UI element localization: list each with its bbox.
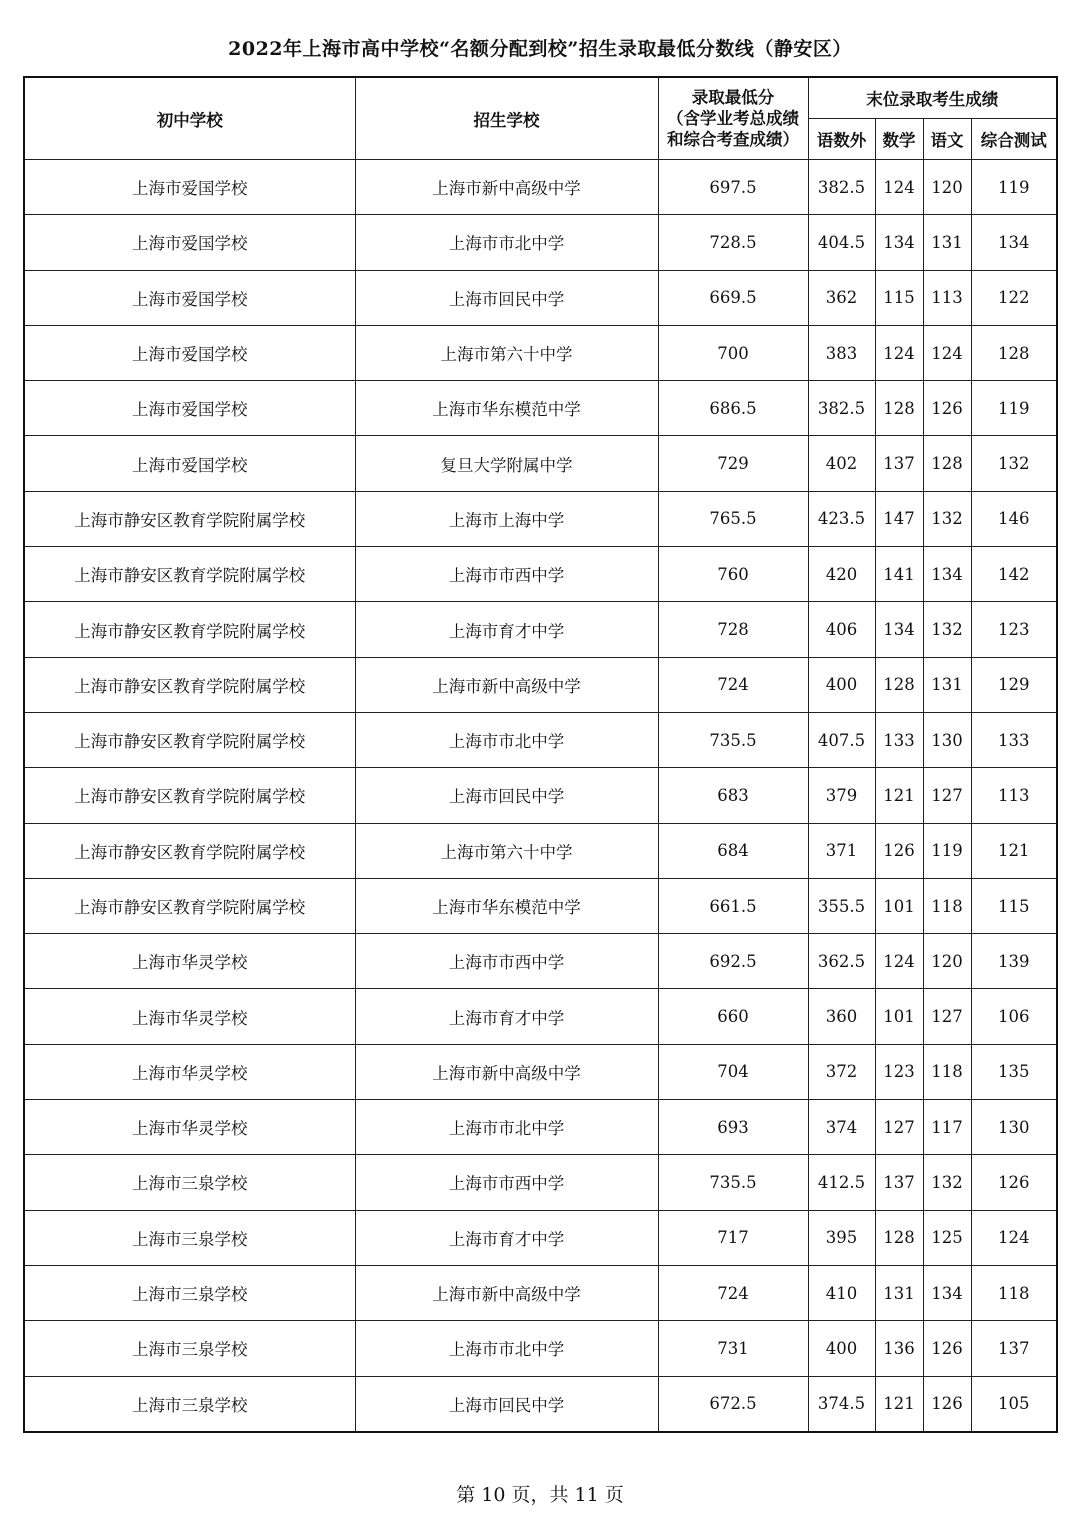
cell-junior-school: 上海市三泉学校 xyxy=(24,1210,355,1265)
cell-comprehensive: 146 xyxy=(971,491,1057,546)
cell-enroll-school: 上海市华东模范中学 xyxy=(355,381,658,436)
cell-chinese: 134 xyxy=(923,547,971,602)
cell-junior-school: 上海市静安区教育学院附属学校 xyxy=(24,712,355,767)
cell-comprehensive: 119 xyxy=(971,381,1057,436)
cell-chinese: 132 xyxy=(923,1155,971,1210)
cell-min-score: 669.5 xyxy=(658,270,808,325)
cell-chinese: 118 xyxy=(923,1044,971,1099)
table-row xyxy=(24,1265,1057,1320)
cell-chinese: 126 xyxy=(923,381,971,436)
cell-math: 128 xyxy=(875,381,923,436)
cell-min-score: 660 xyxy=(658,989,808,1044)
table-row xyxy=(24,712,1057,767)
cell-chinese: 131 xyxy=(923,215,971,270)
cell-comprehensive: 135 xyxy=(971,1044,1057,1099)
cell-enroll-school: 上海市回民中学 xyxy=(355,1376,658,1432)
cell-junior-school: 上海市华灵学校 xyxy=(24,1044,355,1099)
cell-min-score: 724 xyxy=(658,1265,808,1320)
cell-math: 147 xyxy=(875,491,923,546)
cell-junior-school: 上海市爱国学校 xyxy=(24,215,355,270)
cell-yushuwai: 410 xyxy=(808,1265,875,1320)
cell-comprehensive: 130 xyxy=(971,1100,1057,1155)
cell-chinese: 134 xyxy=(923,1265,971,1320)
cell-comprehensive: 142 xyxy=(971,547,1057,602)
cell-min-score: 731 xyxy=(658,1321,808,1376)
cell-comprehensive: 119 xyxy=(971,160,1057,215)
cell-math: 136 xyxy=(875,1321,923,1376)
cell-enroll-school: 上海市育才中学 xyxy=(355,1210,658,1265)
cell-comprehensive: 139 xyxy=(971,934,1057,989)
page-footer: 第 10 页，共 11 页 xyxy=(456,1484,624,1506)
cell-min-score: 700 xyxy=(658,325,808,380)
cell-yushuwai: 400 xyxy=(808,657,875,712)
table-row xyxy=(24,325,1057,380)
cell-enroll-school: 上海市育才中学 xyxy=(355,989,658,1044)
table-row xyxy=(24,491,1057,546)
cell-chinese: 113 xyxy=(923,270,971,325)
cell-yushuwai: 402 xyxy=(808,436,875,491)
cell-min-score: 728 xyxy=(658,602,808,657)
cell-min-score: 692.5 xyxy=(658,934,808,989)
table-row xyxy=(24,823,1057,878)
cell-chinese: 120 xyxy=(923,934,971,989)
cell-math: 128 xyxy=(875,1210,923,1265)
cell-yushuwai: 362.5 xyxy=(808,934,875,989)
cell-chinese: 127 xyxy=(923,989,971,1044)
header-min-score-line2: （含学业考总成绩 xyxy=(667,109,799,128)
table-row xyxy=(24,1376,1057,1432)
cell-comprehensive: 137 xyxy=(971,1321,1057,1376)
cell-chinese: 120 xyxy=(923,160,971,215)
cell-chinese: 126 xyxy=(923,1321,971,1376)
cell-chinese: 132 xyxy=(923,491,971,546)
cell-min-score: 697.5 xyxy=(658,160,808,215)
cell-yushuwai: 395 xyxy=(808,1210,875,1265)
header-yushuwai: 语数外 xyxy=(808,119,875,160)
cell-yushuwai: 406 xyxy=(808,602,875,657)
cell-enroll-school: 上海市上海中学 xyxy=(355,491,658,546)
cell-enroll-school: 上海市新中高级中学 xyxy=(355,1044,658,1099)
cell-math: 101 xyxy=(875,878,923,933)
cell-junior-school: 上海市静安区教育学院附属学校 xyxy=(24,491,355,546)
cell-chinese: 131 xyxy=(923,657,971,712)
table-row xyxy=(24,878,1057,933)
cell-min-score: 686.5 xyxy=(658,381,808,436)
cell-math: 128 xyxy=(875,657,923,712)
table-row xyxy=(24,160,1057,215)
cell-math: 134 xyxy=(875,602,923,657)
cell-math: 124 xyxy=(875,934,923,989)
cell-math: 126 xyxy=(875,823,923,878)
table-row xyxy=(24,602,1057,657)
cell-junior-school: 上海市华灵学校 xyxy=(24,934,355,989)
cell-junior-school: 上海市静安区教育学院附属学校 xyxy=(24,878,355,933)
cell-comprehensive: 115 xyxy=(971,878,1057,933)
cell-yushuwai: 360 xyxy=(808,989,875,1044)
cell-enroll-school: 上海市回民中学 xyxy=(355,768,658,823)
cell-enroll-school: 上海市市北中学 xyxy=(355,215,658,270)
cell-enroll-school: 上海市华东模范中学 xyxy=(355,878,658,933)
cell-yushuwai: 382.5 xyxy=(808,160,875,215)
page-title: 2022年上海市高中学校“名额分配到校”招生录取最低分数线（静安区） xyxy=(228,38,852,60)
cell-yushuwai: 404.5 xyxy=(808,215,875,270)
cell-comprehensive: 129 xyxy=(971,657,1057,712)
table-row xyxy=(24,381,1057,436)
cell-math: 115 xyxy=(875,270,923,325)
cell-enroll-school: 上海市第六十中学 xyxy=(355,823,658,878)
cell-junior-school: 上海市静安区教育学院附属学校 xyxy=(24,823,355,878)
cell-yushuwai: 412.5 xyxy=(808,1155,875,1210)
cell-yushuwai: 362 xyxy=(808,270,875,325)
header-math: 数学 xyxy=(875,119,923,160)
cell-chinese: 128 xyxy=(923,436,971,491)
cell-junior-school: 上海市静安区教育学院附属学校 xyxy=(24,657,355,712)
cell-yushuwai: 374 xyxy=(808,1100,875,1155)
cell-math: 124 xyxy=(875,325,923,380)
table-row xyxy=(24,934,1057,989)
cell-enroll-school: 上海市新中高级中学 xyxy=(355,160,658,215)
cell-junior-school: 上海市静安区教育学院附属学校 xyxy=(24,602,355,657)
cell-chinese: 119 xyxy=(923,823,971,878)
cell-enroll-school: 上海市育才中学 xyxy=(355,602,658,657)
table-row xyxy=(24,215,1057,270)
table-row xyxy=(24,1100,1057,1155)
cell-math: 131 xyxy=(875,1265,923,1320)
cell-comprehensive: 133 xyxy=(971,712,1057,767)
cell-junior-school: 上海市爱国学校 xyxy=(24,270,355,325)
cell-min-score: 704 xyxy=(658,1044,808,1099)
cell-yushuwai: 420 xyxy=(808,547,875,602)
cell-yushuwai: 379 xyxy=(808,768,875,823)
cell-junior-school: 上海市三泉学校 xyxy=(24,1155,355,1210)
header-comprehensive: 综合测试 xyxy=(971,119,1057,160)
cell-min-score: 760 xyxy=(658,547,808,602)
cell-enroll-school: 上海市市北中学 xyxy=(355,1100,658,1155)
cell-yushuwai: 372 xyxy=(808,1044,875,1099)
table-row xyxy=(24,657,1057,712)
cell-junior-school: 上海市华灵学校 xyxy=(24,989,355,1044)
cell-junior-school: 上海市爱国学校 xyxy=(24,160,355,215)
cell-enroll-school: 上海市市西中学 xyxy=(355,547,658,602)
score-table xyxy=(23,76,1058,1433)
header-min-score-line3: 和综合考查成绩） xyxy=(667,130,799,149)
cell-junior-school: 上海市爱国学校 xyxy=(24,325,355,380)
cell-junior-school: 上海市三泉学校 xyxy=(24,1376,355,1432)
cell-junior-school: 上海市三泉学校 xyxy=(24,1265,355,1320)
cell-comprehensive: 105 xyxy=(971,1376,1057,1432)
header-last-admitted: 末位录取考生成绩 xyxy=(808,77,1057,119)
cell-min-score: 693 xyxy=(658,1100,808,1155)
cell-comprehensive: 132 xyxy=(971,436,1057,491)
cell-chinese: 127 xyxy=(923,768,971,823)
cell-yushuwai: 371 xyxy=(808,823,875,878)
cell-yushuwai: 355.5 xyxy=(808,878,875,933)
cell-min-score: 728.5 xyxy=(658,215,808,270)
cell-chinese: 117 xyxy=(923,1100,971,1155)
cell-yushuwai: 400 xyxy=(808,1321,875,1376)
header-junior-school: 初中学校 xyxy=(24,77,355,160)
table-row xyxy=(24,436,1057,491)
cell-comprehensive: 122 xyxy=(971,270,1057,325)
table-row xyxy=(24,270,1057,325)
cell-min-score: 661.5 xyxy=(658,878,808,933)
cell-junior-school: 上海市三泉学校 xyxy=(24,1321,355,1376)
cell-enroll-school: 上海市新中高级中学 xyxy=(355,657,658,712)
cell-math: 141 xyxy=(875,547,923,602)
cell-min-score: 683 xyxy=(658,768,808,823)
cell-min-score: 724 xyxy=(658,657,808,712)
cell-chinese: 118 xyxy=(923,878,971,933)
cell-junior-school: 上海市爱国学校 xyxy=(24,381,355,436)
cell-chinese: 125 xyxy=(923,1210,971,1265)
cell-comprehensive: 128 xyxy=(971,325,1057,380)
header-chinese: 语文 xyxy=(923,119,971,160)
cell-enroll-school: 上海市第六十中学 xyxy=(355,325,658,380)
cell-enroll-school: 上海市市北中学 xyxy=(355,712,658,767)
cell-yushuwai: 382.5 xyxy=(808,381,875,436)
table-header xyxy=(24,77,1057,160)
table-row xyxy=(24,1210,1057,1265)
cell-junior-school: 上海市爱国学校 xyxy=(24,436,355,491)
cell-comprehensive: 126 xyxy=(971,1155,1057,1210)
table-body xyxy=(24,160,1057,1432)
cell-comprehensive: 121 xyxy=(971,823,1057,878)
cell-comprehensive: 106 xyxy=(971,989,1057,1044)
cell-min-score: 765.5 xyxy=(658,491,808,546)
cell-enroll-school: 复旦大学附属中学 xyxy=(355,436,658,491)
table-row xyxy=(24,989,1057,1044)
header-min-score xyxy=(658,77,808,160)
cell-min-score: 735.5 xyxy=(658,712,808,767)
cell-enroll-school: 上海市市北中学 xyxy=(355,1321,658,1376)
cell-yushuwai: 423.5 xyxy=(808,491,875,546)
table-row xyxy=(24,1044,1057,1099)
table-row xyxy=(24,1321,1057,1376)
cell-math: 124 xyxy=(875,160,923,215)
cell-comprehensive: 113 xyxy=(971,768,1057,823)
cell-comprehensive: 123 xyxy=(971,602,1057,657)
table-row xyxy=(24,547,1057,602)
cell-comprehensive: 134 xyxy=(971,215,1057,270)
cell-math: 137 xyxy=(875,436,923,491)
cell-min-score: 729 xyxy=(658,436,808,491)
cell-min-score: 735.5 xyxy=(658,1155,808,1210)
cell-junior-school: 上海市华灵学校 xyxy=(24,1100,355,1155)
cell-math: 123 xyxy=(875,1044,923,1099)
cell-yushuwai: 383 xyxy=(808,325,875,380)
header-min-score-line1: 录取最低分 xyxy=(691,88,775,107)
cell-min-score: 684 xyxy=(658,823,808,878)
cell-yushuwai: 374.5 xyxy=(808,1376,875,1432)
cell-chinese: 130 xyxy=(923,712,971,767)
cell-math: 101 xyxy=(875,989,923,1044)
cell-min-score: 717 xyxy=(658,1210,808,1265)
cell-enroll-school: 上海市回民中学 xyxy=(355,270,658,325)
cell-math: 121 xyxy=(875,768,923,823)
cell-math: 127 xyxy=(875,1100,923,1155)
cell-comprehensive: 118 xyxy=(971,1265,1057,1320)
cell-yushuwai: 407.5 xyxy=(808,712,875,767)
cell-enroll-school: 上海市市西中学 xyxy=(355,934,658,989)
cell-math: 137 xyxy=(875,1155,923,1210)
cell-comprehensive: 124 xyxy=(971,1210,1057,1265)
cell-chinese: 132 xyxy=(923,602,971,657)
cell-math: 121 xyxy=(875,1376,923,1432)
cell-junior-school: 上海市静安区教育学院附属学校 xyxy=(24,547,355,602)
cell-math: 134 xyxy=(875,215,923,270)
cell-enroll-school: 上海市市西中学 xyxy=(355,1155,658,1210)
cell-chinese: 126 xyxy=(923,1376,971,1432)
table-row xyxy=(24,1155,1057,1210)
header-enroll-school: 招生学校 xyxy=(355,77,658,160)
cell-min-score: 672.5 xyxy=(658,1376,808,1432)
cell-chinese: 124 xyxy=(923,325,971,380)
cell-math: 133 xyxy=(875,712,923,767)
table-row xyxy=(24,768,1057,823)
cell-junior-school: 上海市静安区教育学院附属学校 xyxy=(24,768,355,823)
cell-enroll-school: 上海市新中高级中学 xyxy=(355,1265,658,1320)
